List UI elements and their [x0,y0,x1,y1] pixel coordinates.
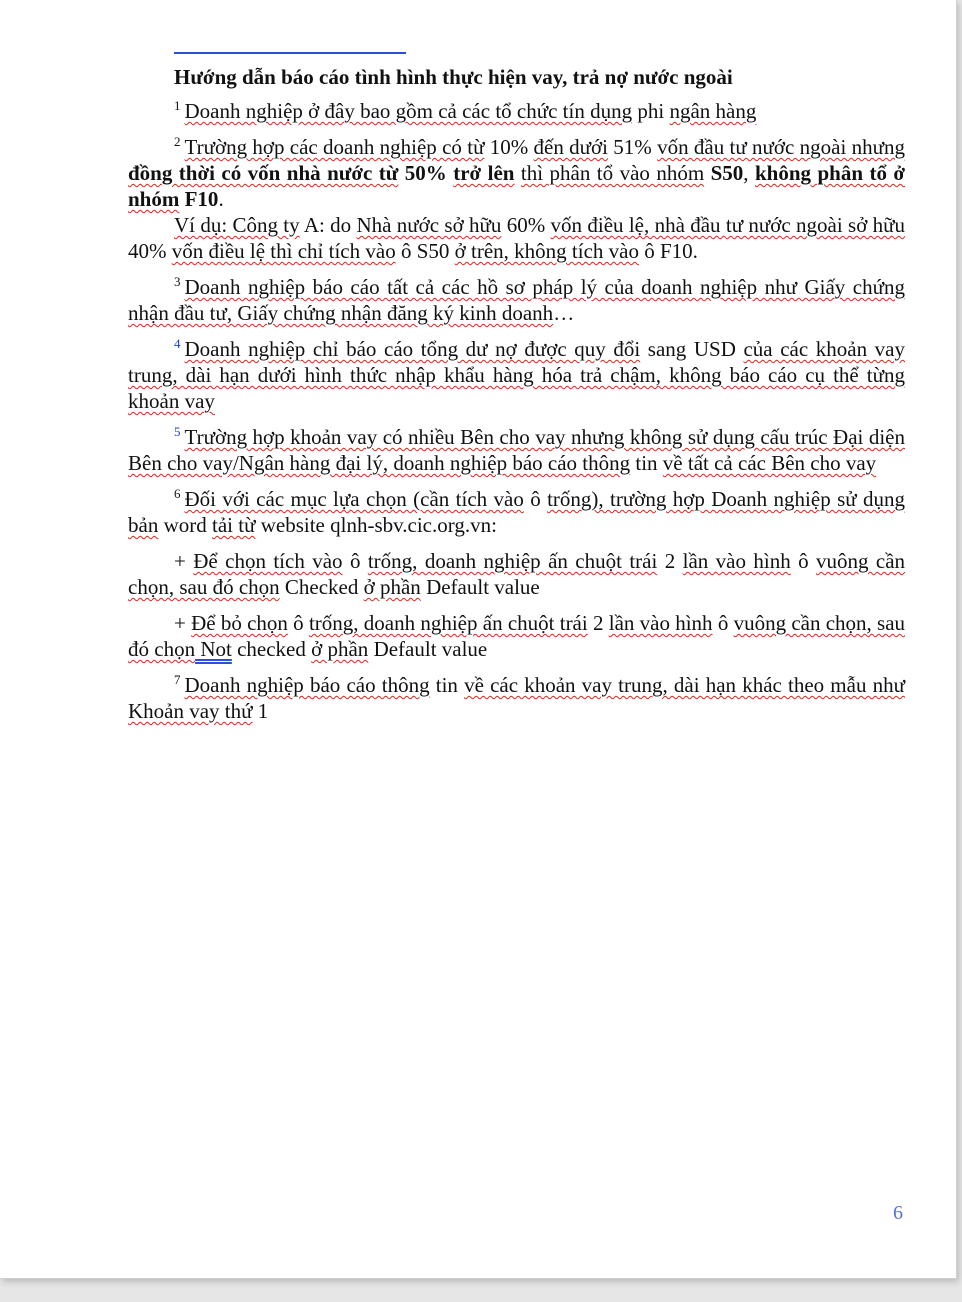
example-text-2: A: do [299,213,357,237]
footnote-2-text-4: 51% [608,135,658,159]
footnote-2-text-1: Trường hợp các doanh nghiệp có từ [184,135,485,159]
footnote-6 [128,486,905,538]
option-uncheck-text-9: Not [195,637,232,661]
option-uncheck-text-1: + [174,611,192,635]
footnote-6-option-check [128,548,905,600]
footnote-4-text-c: của các khoản vay trung, dài hạn dưới hình thức nhập khẩu hàng hóa trả chậm, không báo cáo cụ thể từng khoản vay [128,337,905,413]
footnote-1 [128,98,905,124]
footnote-7 [128,672,905,724]
option-uncheck-text-10: checked [231,637,312,661]
example-text-1: Ví dụ: Công ty [174,213,300,237]
option-check-text-6: lần vào hình [682,549,791,573]
footnote-2-number: 2 [174,134,181,149]
example-text-3: Nhà nước sở hữu [356,213,502,237]
footnote-2-text-13: , [743,161,755,185]
footnote-2-example [128,212,905,264]
footnote-2-text-2: 10% [484,135,534,159]
footnote-2-text-5: vốn đầu tư nước ngoài nhưng [657,135,905,159]
example-text-9: ở trên, không tích vào [454,239,639,263]
footnote-1-text-b: phi [632,99,670,123]
example-text-8: ô S50 [395,239,455,263]
footnote-separator-line [174,52,406,54]
footnote-5-number: 5 [174,424,181,439]
option-check-text-8: vuông cần chọn, sau đó chọn [128,549,906,599]
example-text-7: vốn điều lệ thì chỉ tích vào [171,239,396,263]
footnote-2-text-16: . [218,187,224,211]
footnote-2-text-9: trở lên [453,161,515,185]
footnotes-title: Hướng dẫn báo cáo tình hình thực hiện vay, trả nợ nước ngoài [174,65,733,89]
footnote-7-text-c: về các khoản vay trung, dài hạn khác theo mẫu như Khoản vay thứ [128,673,906,723]
footnote-1-text-c: ngân hàng [669,99,757,123]
example-text-10: ô F10. [638,239,698,263]
footnote-4-text-a: Doanh nghiệp chỉ báo cáo tổng dư nợ được quy đổi [184,337,641,361]
footnote-3-text-a: Doanh nghiệp báo cáo tất cả các hồ sơ pháp lý của doanh nghiệp như Giấy chứng nhận đầu tư, Giấy chứng nhận đăng ký kinh doanh [128,275,905,325]
footnote-6-text-5: tải từ [212,513,256,537]
footnote-7-text-b: tin [429,673,465,697]
option-uncheck-text-7: ô [712,611,734,635]
footnote-5 [128,424,905,476]
footnotes-area [128,64,905,734]
footnote-5-text-b: tin [630,451,663,475]
footnote-1-number: 1 [174,98,181,113]
option-uncheck-text-12: Default value [368,637,488,661]
footnote-6-text-1: Đối với các mục lựa chọn (cần tích vào [184,487,524,511]
footnote-3-text-b: … [553,301,575,325]
page-number: 6 [893,1202,903,1224]
option-check-text-5: 2 [657,549,683,573]
footnote-6-number: 6 [174,486,181,501]
option-check-text-2: Để chọn tích vào [193,549,343,573]
footnote-7-text-a: Doanh nghiệp báo cáo thông [184,673,430,697]
footnote-6-option-uncheck [128,610,905,662]
footnote-3 [128,274,905,326]
footnote-2-text-15: F10 [179,187,219,211]
option-uncheck-text-6: lần vào hình [608,611,713,635]
footnote-6-text-3: trống), trường hợp Doanh nghiệp sử dụng bản [128,487,906,537]
footnote-2-text-3: đến dưới [533,135,608,159]
footnote-2-text-11: thì phân tổ vào nhóm [520,161,705,185]
footnote-6-text-2: ô [523,487,548,511]
footnote-5-text-a: Trường hợp khoản vay có nhiều Bên cho vay nhưng không sử dụng cấu trúc Đại diện Bên cho vay/Ngân hàng đại lý, doanh nghiệp báo cáo thông [128,425,905,475]
footnote-4-number: 4 [174,336,181,351]
option-uncheck-text-11: ở phần [311,637,369,661]
footnote-4 [128,336,905,414]
footnote-7-text-d: 1 [252,699,269,723]
footnote-5-text-c: về tất cả các Bên cho vay [662,451,877,475]
footnote-6-text-4: word [158,513,212,537]
option-uncheck-text-3: ô [287,611,309,635]
option-check-text-10: ở phần [363,575,421,599]
footnote-1-text-a: Doanh nghiệp ở đây bao gồm cả các tổ chức tín dụng [184,99,633,123]
footnote-7-number: 7 [174,672,181,687]
footnote-3-number: 3 [174,274,181,289]
option-uncheck-text-8: vuông cần chọn, sau đó chọn [128,611,906,661]
footnote-4-text-b: sang USD [640,337,744,361]
option-uncheck-text-4: trống, doanh nghiệp ấn chuột trái [308,611,588,635]
footnote-2-text-14: không phân tổ ở nhóm [128,161,906,211]
option-check-text-3: ô [342,549,368,573]
option-check-text-1: + [174,549,194,573]
example-text-6: 40% [128,239,172,263]
footnote-2-text-7: đồng thời có vốn nhà nước từ [128,161,399,185]
option-check-text-11: Default value [420,575,540,599]
footnote-6-text-6: website qlnh-sbv.cic.org.vn: [255,513,497,537]
option-check-text-4: trống, doanh nghiệp ấn chuột trái [367,549,658,573]
example-text-5: vốn điều lệ, nhà đầu tư nước ngoài sở hữu [550,213,905,237]
option-check-text-7: ô [790,549,817,573]
option-check-text-9: Checked [279,575,364,599]
example-text-4: 60% [501,213,551,237]
footnote-2 [128,134,905,212]
option-uncheck-text-5: 2 [587,611,609,635]
footnote-2-text-12: S50 [704,161,744,185]
option-uncheck-text-2: Để bỏ chọn [191,611,288,635]
footnote-2-text-8: 50% [398,161,454,185]
